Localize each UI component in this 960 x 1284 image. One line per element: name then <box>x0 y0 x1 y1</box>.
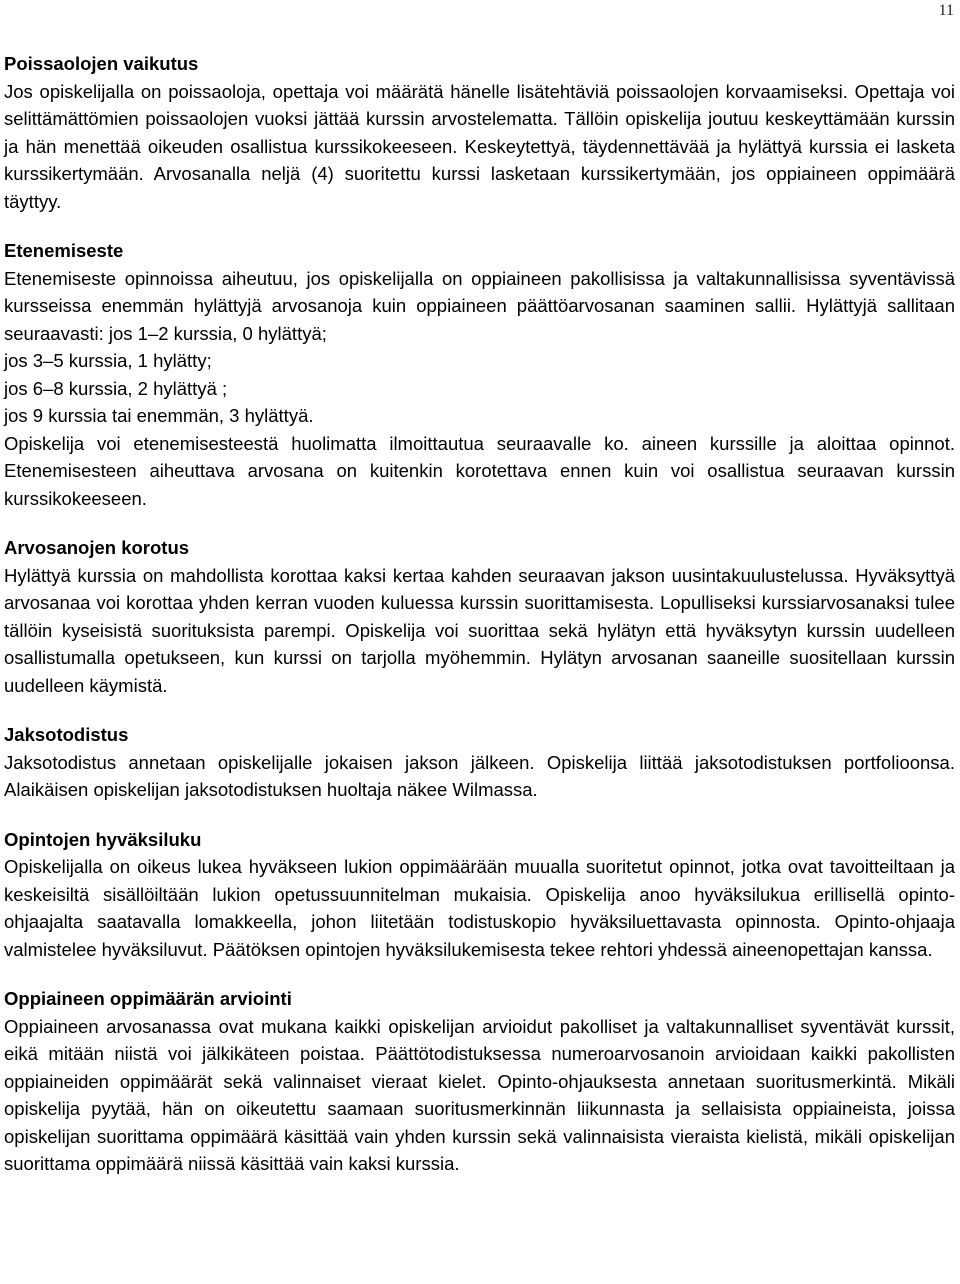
section-heading: Oppiaineen oppimäärän arviointi <box>4 988 292 1009</box>
section-arvosanojen-korotus <box>4 534 955 699</box>
page-number: 11 <box>938 2 954 19</box>
section-paragraph: Hylättyä kurssia on mahdollista korottaa kaksi kertaa kahden seuraavan jakson uusintakuulustelussa. Hyväksyttyä arvosanaa voi korottaa yhden kerran vuoden kuluessa kurssin suorittamisesta. Lopulliseksi kurssiarvosanaksi tulee tällöin kyseisistä suorituksista parempi. Opiskelija voi suorittaa sekä hylätyn että hyväksytyn kurssin uudelleen osallistumalla opetukseen, kun kurssi on tarjolla myöhemmin. Hylätyn arvosanan saaneille suositellaan kurssin uudelleen käymistä. <box>4 564 955 696</box>
section-paragraph: Oppiaineen arvosanassa ovat mukana kaikki opiskelijan arvioidut pakolliset ja valtakunnalliset syventävät kurssit, eikä mitään niistä voi jälkikäteen poistaa. Päättötodistuksessa numeroarvosanoin arvioidaan kaikki pakollisten oppiaineiden oppimäärät sekä valinnaiset vieraat kielet. Opinto-ohjauksesta annetaan suoritusmerkintä. Mikäli opiskelija pyytää, hän on oikeutettu saamaan suoritusmerkinnän liikunnasta ja sellaisista oppiaineista, joissa opiskelijan suorittama oppimäärä käsittää vain yhden kurssin sekä valinnaisista vieraista kielistä, mikäli opiskelijan suorittama oppimäärä niissä käsittää vain kaksi kurssia. <box>4 1015 955 1174</box>
section-paragraph: jos 6–8 kurssia, 2 hylättyä ; <box>4 377 228 399</box>
section-paragraph: jos 9 kurssia tai enemmän, 3 hylättyä. <box>4 405 314 426</box>
section-paragraph: jos 3–5 kurssia, 1 hylätty; <box>4 350 212 371</box>
section-heading: Etenemiseste <box>4 240 124 261</box>
section-heading: Opintojen hyväksiluku <box>4 828 202 850</box>
section-heading: Jaksotodistus <box>4 724 129 745</box>
section-paragraph: Opiskelijalla on oikeus lukea hyväkseen lukion oppimäärään muualla suoritetut opinnot, jotka ovat tavoitteiltaan ja keskeisiltä sisällöiltään lukion opetussuunnitelman mukaisia. Opiskelija anoo hyväksilukua erillisellä opinto-ohjaajalta saatavalla lomakkeella, johon liitetään todistuskopio hyväksiluettavasta opinnosta. Opinto-ohjaaja valmistelee hyväksiluvut. Päätöksen opintojen hyväksilukemisesta tekee rehtori yhdessä aineenopettajan kanssa. <box>4 856 955 960</box>
section-oppiaineen-oppimaaran-arviointi <box>4 985 955 1178</box>
section-opintojen-hyvaksiluku <box>4 826 955 964</box>
section-heading: Poissaolojen vaikutus <box>4 53 199 74</box>
document-body <box>4 50 955 1200</box>
section-paragraph: Jos opiskelijalla on poissaoloja, opettaja voi määrätä hänelle lisätehtäviä poissaolojen korvaamiseksi. Opettaja voi selittämättömien poissaolojen vuoksi jättää kurssin arvostelematta. Tällöin opiskelija joutuu keskeyttämään kurssin ja hän menettää oikeuden osallistua kurssikokeeseen. Keskeytettyä, täydennettävää ja hylättyä kurssia ei lasketa kurssikertymään. Arvosanalla neljä (4) suoritettu kurssi lasketaan kurssikertymään, jos oppiaineen oppimäärä täyttyy. <box>4 80 955 212</box>
section-paragraph: Jaksotodistus annetaan opiskelijalle jokaisen jakson jälkeen. Opiskelija liittää jaksotodistuksen portfolioonsa. Alaikäisen opiskelijan jaksotodistuksen huoltaja näkee Wilmassa. <box>4 751 955 800</box>
section-poissaolojen-vaikutus <box>4 50 955 215</box>
section-heading: Arvosanojen korotus <box>4 537 190 558</box>
section-jaksotodistus <box>4 721 955 804</box>
section-etenemiseste <box>4 237 955 512</box>
section-paragraph: Etenemiseste opinnoissa aiheutuu, jos opiskelijalla on oppiaineen pakollisissa ja valtakunnallisissa syventävissä kursseissa enemmän hylättyjä arvosanoja kuin oppiaineen päättöarvosanan saaminen sallii. Hylättyjä sallitaan seuraavasti: jos 1–2 kurssia, 0 hylättyä; <box>4 267 955 344</box>
section-paragraph: Opiskelija voi etenemisesteestä huolimatta ilmoittautua seuraavalle ko. aineen kurssille ja aloittaa opinnot. Etenemisesteen aiheuttava arvosana on kuitenkin korotettava ennen kuin voi osallistua seuraavan kurssin kurssikokeeseen. <box>4 432 955 509</box>
